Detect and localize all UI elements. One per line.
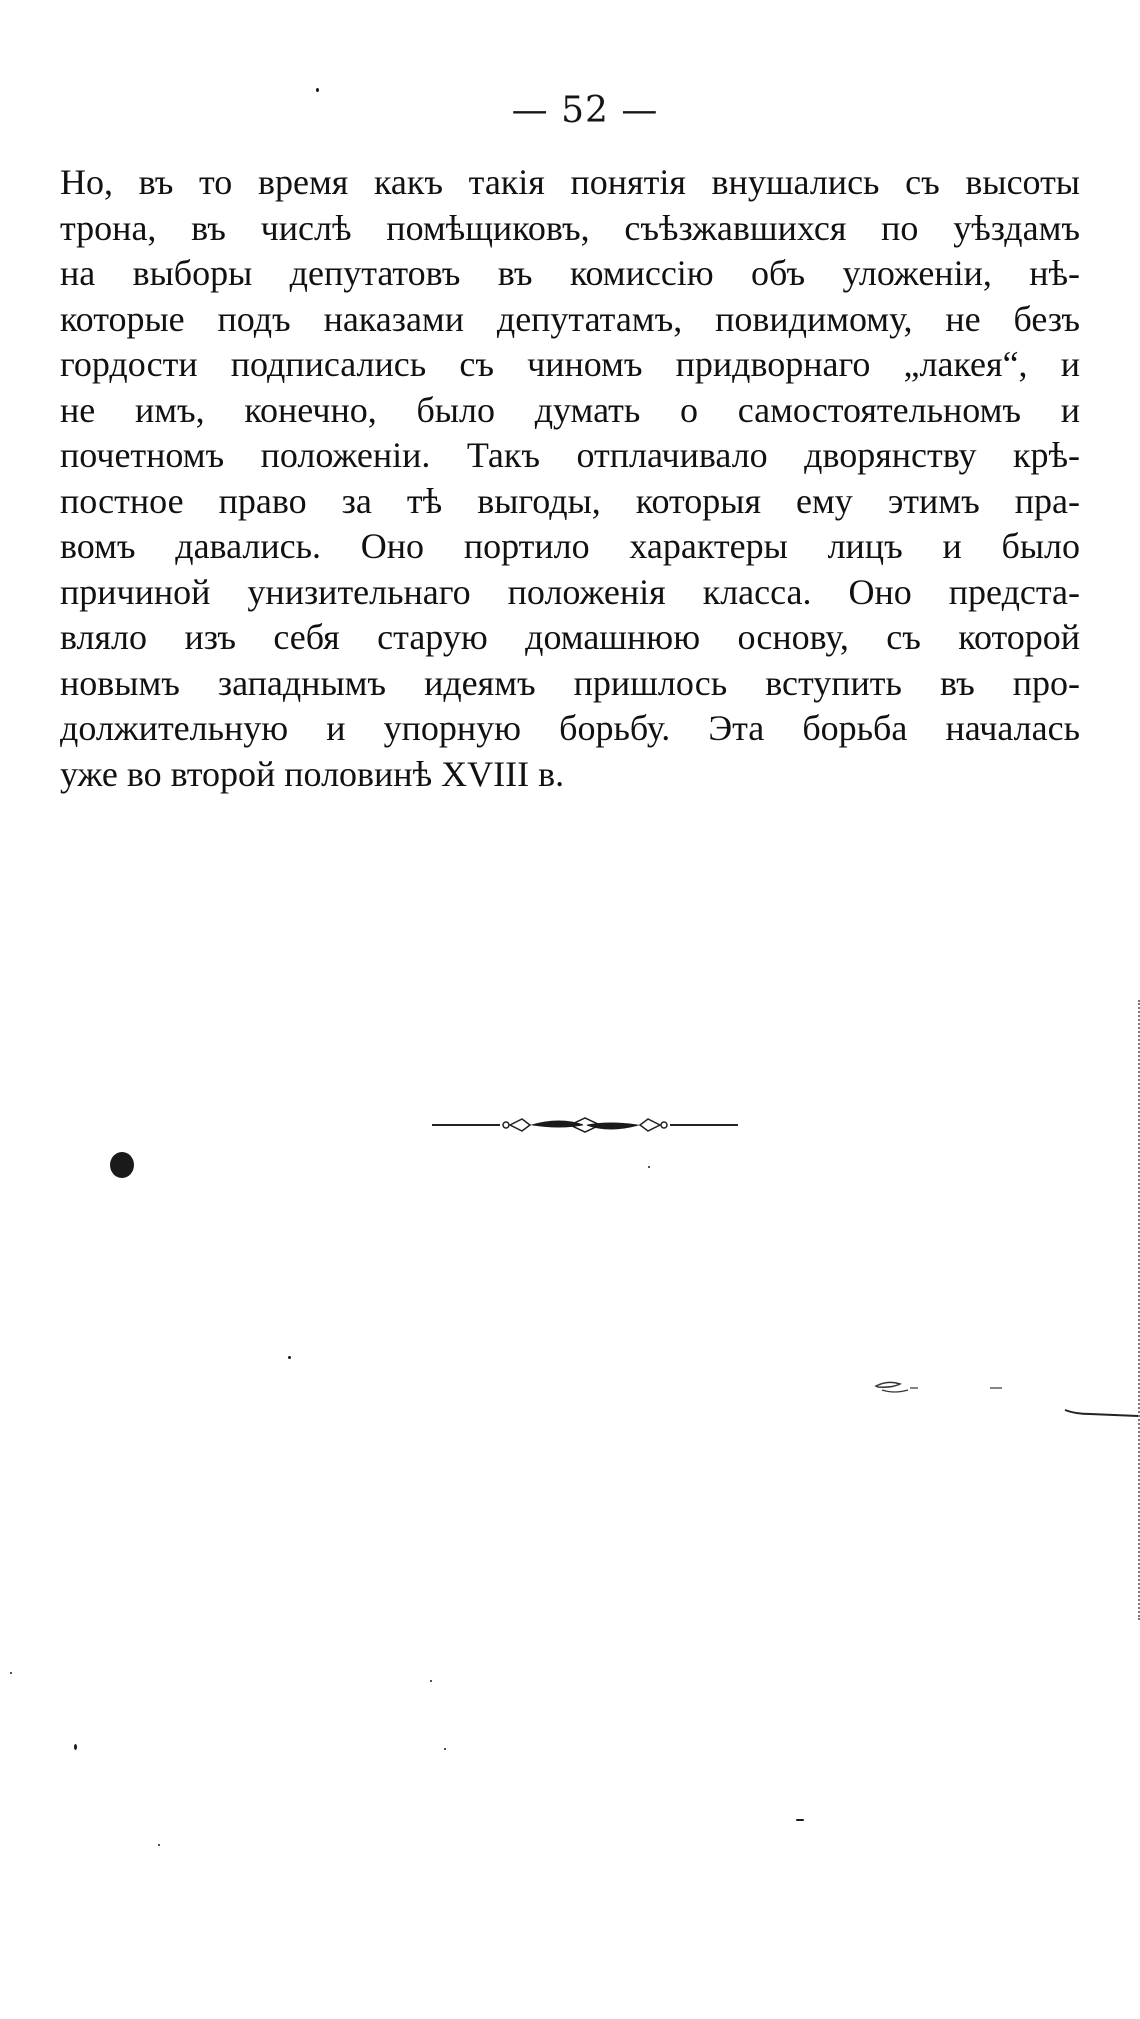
text-line: причиной унизительнаго положенія класса. Оно предста- <box>60 571 1080 612</box>
text-line: почетномъ положеніи. Такъ отплачивало дворянству крѣ- <box>60 435 1080 475</box>
page-number: — 52 — <box>511 90 659 131</box>
ink-speck <box>316 88 319 92</box>
text-line: гордости подписались съ чиномъ придворнаго „лакея“, и <box>60 344 1080 384</box>
text-line: вомъ давались. Оно портило характеры лицъ и было <box>60 526 1080 566</box>
text-line: уже во второй половинѣ XVIII в. <box>60 753 565 794</box>
ink-speck <box>74 1744 77 1750</box>
right-edge-marks <box>1134 1000 1140 1620</box>
text-line: постное право за тѣ выгоды, которыя ему этимъ пра- <box>60 480 1080 521</box>
text-line: вляло изъ себя старую домашнюю основу, съ которой <box>60 617 1080 657</box>
text-line: должительную и упорную борьбу. Эта борьба началась <box>60 708 1080 748</box>
ink-speck <box>158 1844 160 1846</box>
ink-speck <box>430 1680 432 1682</box>
body-paragraph <box>60 160 1080 797</box>
text-line: которые подъ наказами депутатамъ, повидимому, не безъ <box>60 298 1080 339</box>
text-line: новымъ западнымъ идеямъ пришлось вступить въ про- <box>60 662 1080 703</box>
ink-speck <box>288 1356 291 1359</box>
text-line: трона, въ числѣ помѣщиковъ, съѣзжавшихся по уѣздамъ <box>60 207 1080 248</box>
ink-speck <box>10 1672 12 1674</box>
end-ornament-icon <box>430 1110 740 1140</box>
ink-speck <box>796 1819 804 1821</box>
text-line: не имъ, конечно, было думать о самостоятельномъ и <box>60 389 1080 430</box>
text-line: на выборы депутатовъ въ комиссію объ уложеніи, нѣ- <box>60 253 1080 293</box>
ink-speck <box>444 1748 446 1750</box>
margin-marks <box>870 1370 1140 1430</box>
ink-speck <box>648 1166 650 1168</box>
text-line: Но, въ то время какъ такія понятія внушались съ высоты <box>60 162 1080 202</box>
ink-blot <box>110 1152 134 1178</box>
